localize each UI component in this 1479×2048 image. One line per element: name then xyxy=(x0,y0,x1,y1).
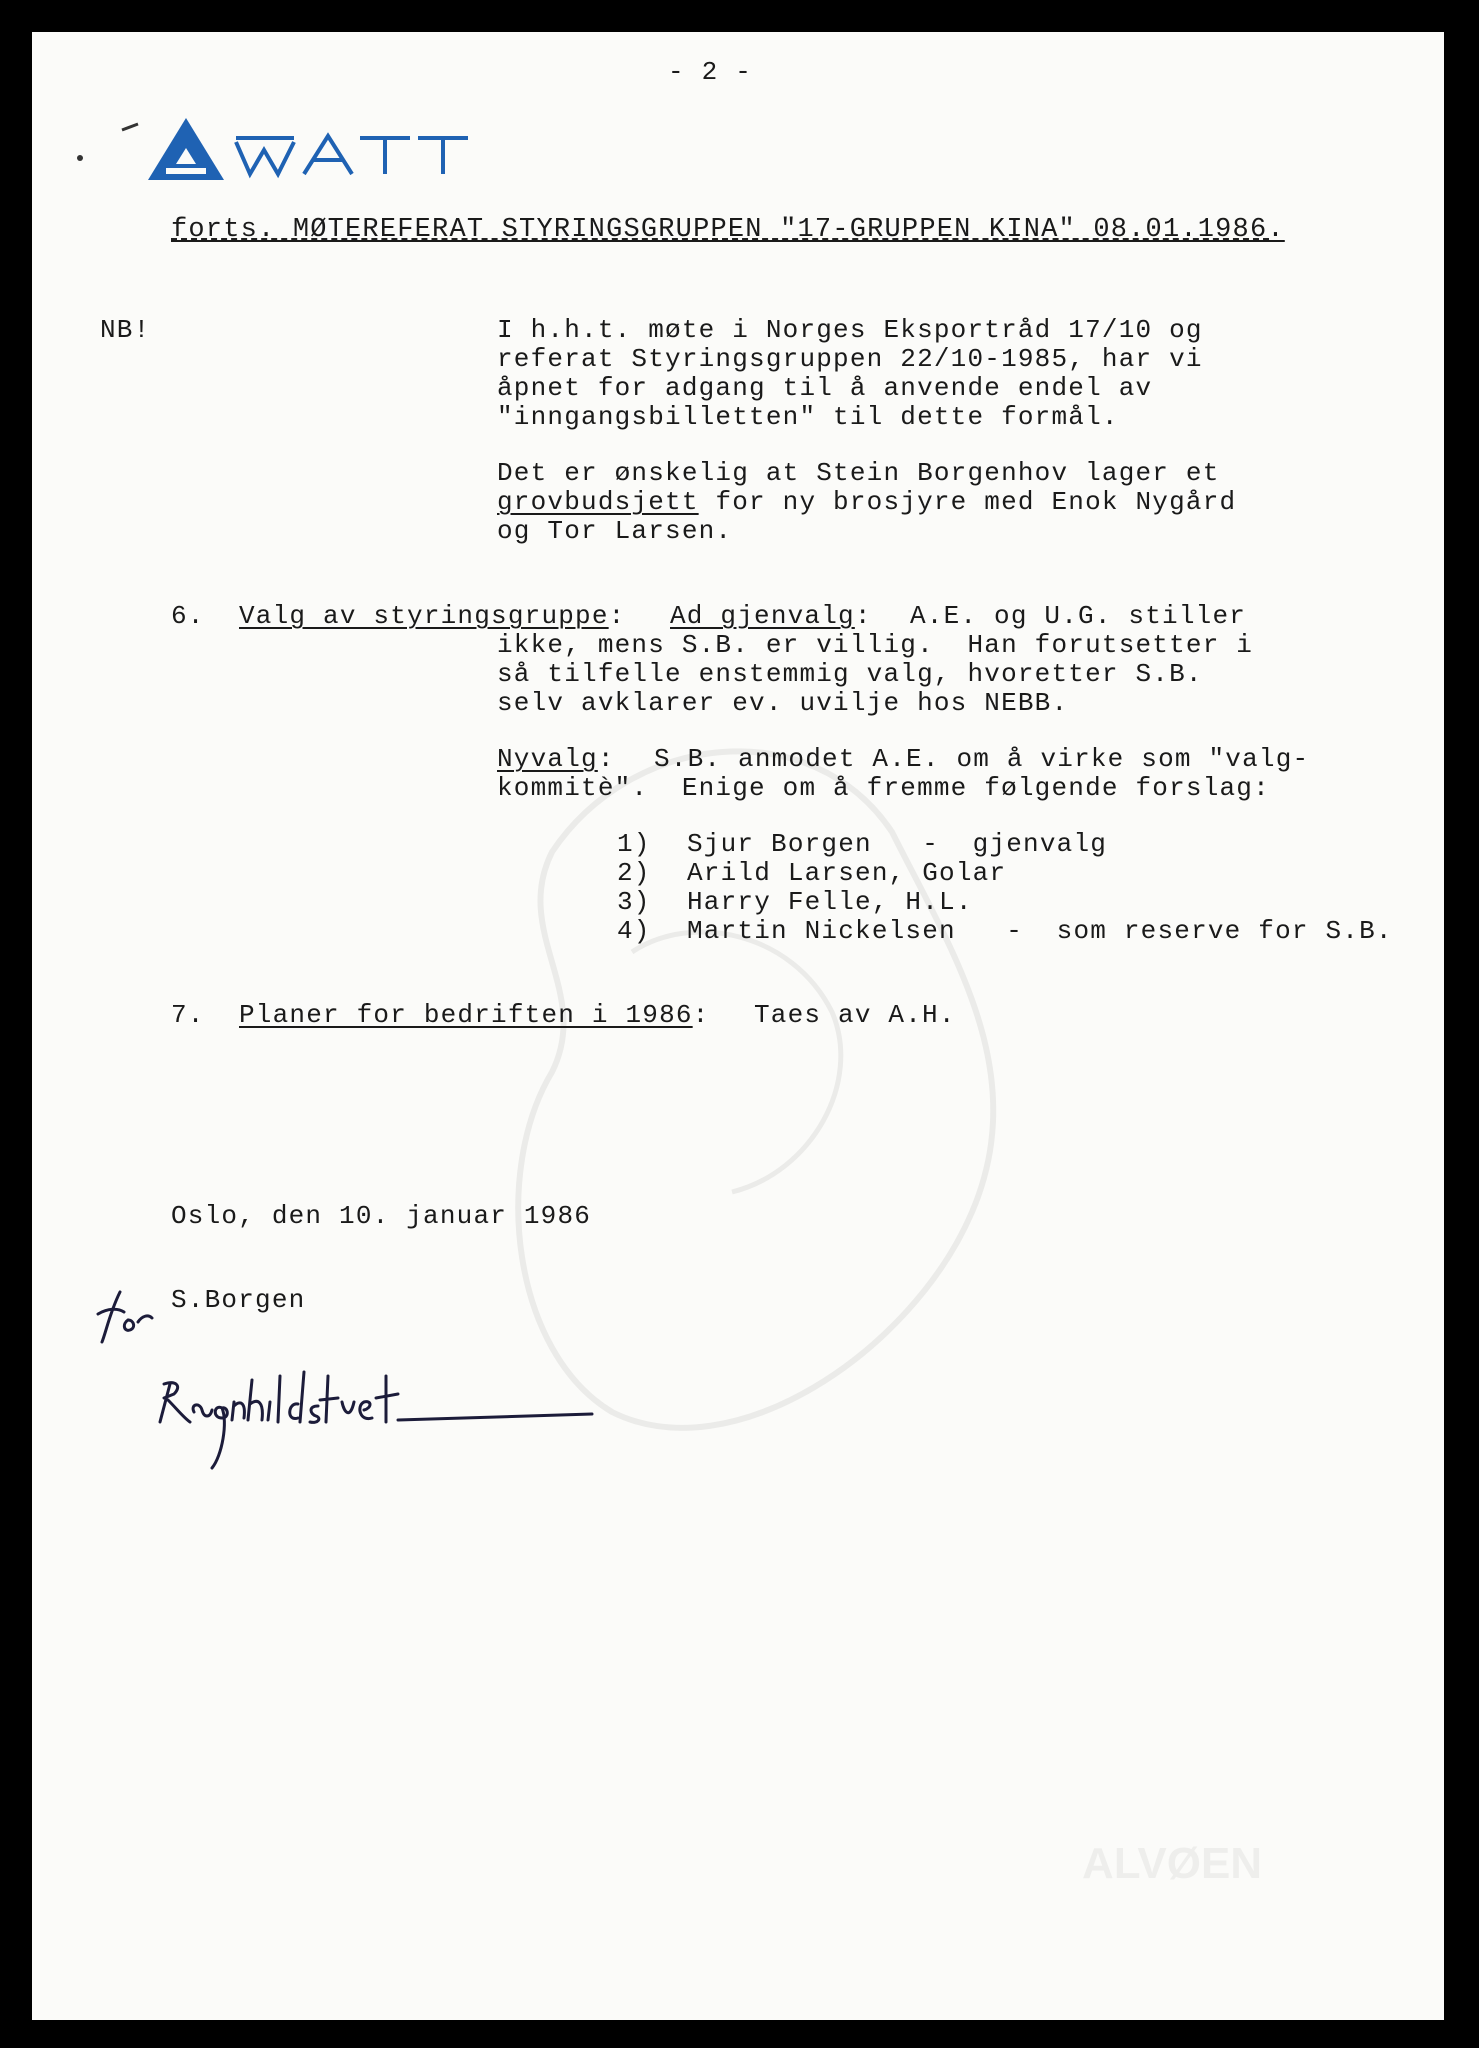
watt-logo xyxy=(142,114,522,184)
candidate-4: Martin Nickelsen - som reserve for S.B. xyxy=(687,916,1393,946)
item6-line1-rest: A.E. og U.G. stiller xyxy=(910,601,1247,631)
document-title: forts. MØTEREFERAT STYRINGSGRUPPEN "17-GRUPPEN KINA" 08.01.1986. xyxy=(171,215,1285,245)
item6-line2: ikke, mens S.B. er villig. Han forutsetter i xyxy=(497,630,1254,660)
handwritten-signature xyxy=(72,1272,612,1472)
candidate-1: Sjur Borgen - gjenvalg xyxy=(687,829,1108,859)
item6-heading-line xyxy=(239,602,625,631)
nb-para2-line1: Det er ønskelig at Stein Borgenhov lager et xyxy=(497,458,1220,488)
item6-line3: så tilfelle enstemmig valg, hvoretter S.B. xyxy=(497,659,1203,689)
item7-heading-line xyxy=(239,1001,709,1030)
nb-para1-line2: referat Styringsgruppen 22/10-1985, har vi xyxy=(497,344,1203,374)
item6-number: 6. xyxy=(171,601,205,631)
candidate-2: Arild Larsen, Golar xyxy=(687,858,1007,888)
item7-number: 7. xyxy=(171,1000,205,1030)
title-dashed-rule xyxy=(171,238,1269,240)
nyvalg-heading: Nyvalg xyxy=(497,744,598,774)
nb-para2-line2 xyxy=(497,488,1236,517)
nb-para1-line1: I h.h.t. møte i Norges Eksportråd 17/10 og xyxy=(497,315,1203,345)
item6-subheading-line xyxy=(670,602,872,631)
item7-colon: : xyxy=(692,1000,710,1030)
nb-label: NB! xyxy=(100,315,151,345)
item6-sub-colon: : xyxy=(854,601,872,631)
page-number: - 2 - xyxy=(668,57,753,87)
item7-heading: Planer for bedriften i 1986 xyxy=(239,1000,693,1030)
place-date: Oslo, den 10. januar 1986 xyxy=(171,1201,592,1231)
nb-para1-line4: "inngangsbilletten" til dette formål. xyxy=(497,402,1119,432)
faint-stamp xyxy=(1072,1832,1402,1892)
candidate-3-num: 3) xyxy=(617,887,651,917)
candidate-2-num: 2) xyxy=(617,858,651,888)
nyvalg-line1-rest: S.B. anmodet A.E. om å virke som "valg- xyxy=(654,744,1310,774)
nyvalg-line2: kommitè". Enige om å fremme følgende forslag: xyxy=(497,773,1270,803)
nyvalg-line1 xyxy=(497,745,615,774)
item6-heading: Valg av styringsgruppe xyxy=(239,601,609,631)
document-page xyxy=(32,32,1444,2020)
svg-text:ALVØEN: ALVØEN xyxy=(1082,1839,1263,1888)
candidate-4-num: 4) xyxy=(617,916,651,946)
nyvalg-colon: : xyxy=(597,744,615,774)
item6-line4: selv avklarer ev. uvilje hos NEBB. xyxy=(497,688,1069,718)
item6-colon: : xyxy=(608,601,626,631)
nb-para2-line3: og Tor Larsen. xyxy=(497,516,733,546)
nb-para2-line2-rest: for ny brosjyre med Enok Nygård xyxy=(698,487,1237,517)
grovbudsjett-underlined: grovbudsjett xyxy=(497,487,699,517)
candidate-3: Harry Felle, H.L. xyxy=(687,887,973,917)
item7-rest: Taes av A.H. xyxy=(754,1000,956,1030)
candidate-1-num: 1) xyxy=(617,829,651,859)
item6-subheading: Ad gjenvalg xyxy=(670,601,855,631)
signatory: S.Borgen xyxy=(171,1285,306,1315)
nb-para1-line3: åpnet for adgang til å anvende endel av xyxy=(497,373,1153,403)
